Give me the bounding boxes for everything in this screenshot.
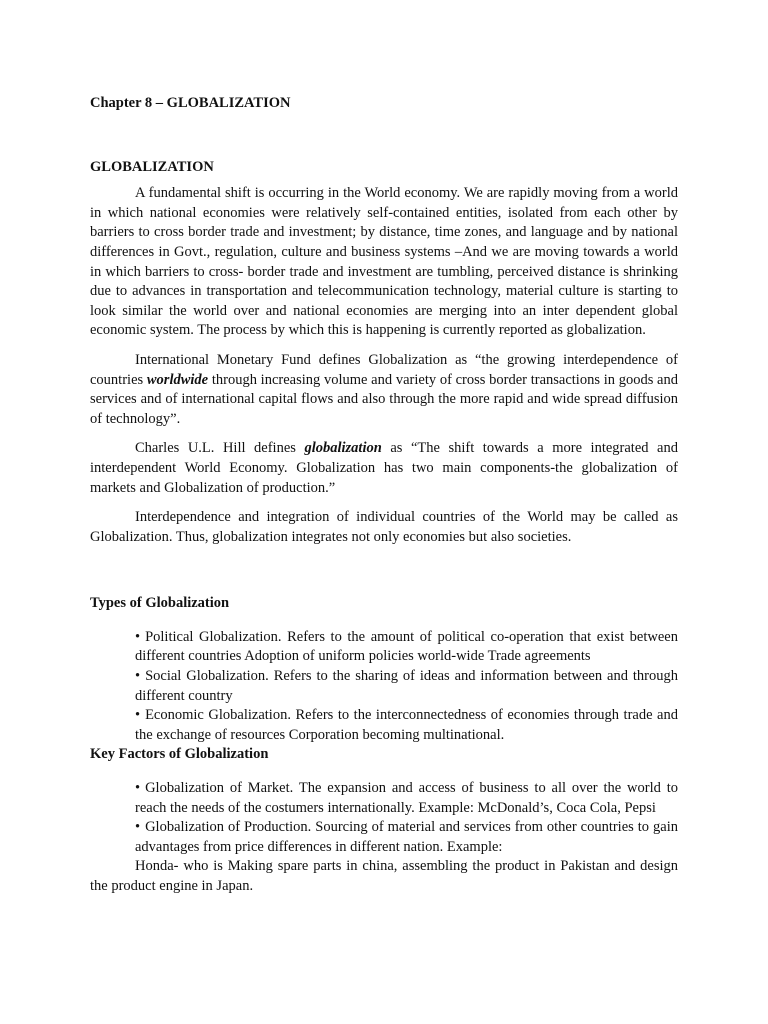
paragraph-imf-definition (90, 351, 678, 429)
bullet-icon: • (135, 668, 141, 685)
spacer (90, 557, 678, 594)
hill-emphasis: globalization (304, 440, 382, 457)
paragraph-interdependence: Interdependence and integration of individual countries of the World may be called as Globalization. Thus, globalization integrates not only economies but also societies. (90, 509, 678, 545)
example-text: Honda- who is Making spare parts in china, assembling the product in Pakistan and design the product engine in Japan. (90, 858, 678, 894)
list-item: • Globalization of Production. Sourcing of material and services from other countries to gain advantages from price differences in different nation. Example: (135, 819, 678, 855)
list-item: • Globalization of Market. The expansion and access of business to all over the world to reach the needs of the costumers internationally. Example: McDonald’s, Coca Cola, Pepsi (135, 780, 678, 816)
chapter-title: Chapter 8 – GLOBALIZATION (90, 95, 291, 111)
bullet-icon: • (135, 707, 141, 724)
list-item: • Social Globalization. Refers to the sharing of ideas and information between and through different country (135, 668, 678, 704)
key-factors-heading: Key Factors of Globalization (90, 746, 269, 763)
paragraph-hill-definition (90, 439, 678, 498)
imf-text-pre: International Monetary Fund defines Globalization as “the growing interdependence of countries (90, 351, 678, 388)
hill-text-post: as “The shift towards a more integrated and interdependent World Economy. Globalization has two main components-the globalization of markets and Globalization of production.” (90, 440, 678, 496)
list-item: • Economic Globalization. Refers to the interconnectedness of economies through trade and the exchange of resources Corporation becoming multinational. (135, 707, 678, 743)
bullet-icon: • (135, 628, 141, 645)
types-heading: Types of Globalization (90, 595, 230, 612)
imf-text-post: through increasing volume and variety of cross border transactions in goods and services and of international capital flows and also through the more rapid and wide spread diffusion of technology”. (90, 371, 678, 427)
list-item: • Political Globalization. Refers to the amount of political co-operation that exist between different countries Adoption of uniform policies world-wide Trade agreements (135, 628, 678, 665)
bullet-icon: • (135, 819, 141, 836)
types-list (90, 628, 678, 746)
example-paragraph (90, 857, 678, 896)
imf-emphasis: worldwide (146, 371, 209, 388)
key-factors-list (90, 779, 678, 857)
bullet-icon: • (135, 780, 141, 797)
section-title: GLOBALIZATION (90, 158, 214, 175)
paragraph-intro: A fundamental shift is occurring in the World economy. We are rapidly moving from a world in which national economies were relatively self-contained entities, isolated from each other by barriers to cross border trade and investment; by distance, time zones, and language and by national differences in Govt., regulation, culture and business systems –And we are moving towards a world in which barriers to cross- border trade and investment are tumbling, perceived distance is shrinking due to advances in transportation and telecommunication technology, material culture is starting to look similar the world over and national economies are merging into an inter dependent global economic system. The process by which this is happening is currently reported as globalization. (90, 185, 678, 339)
hill-text-pre: Charles U.L. Hill defines (135, 440, 305, 457)
